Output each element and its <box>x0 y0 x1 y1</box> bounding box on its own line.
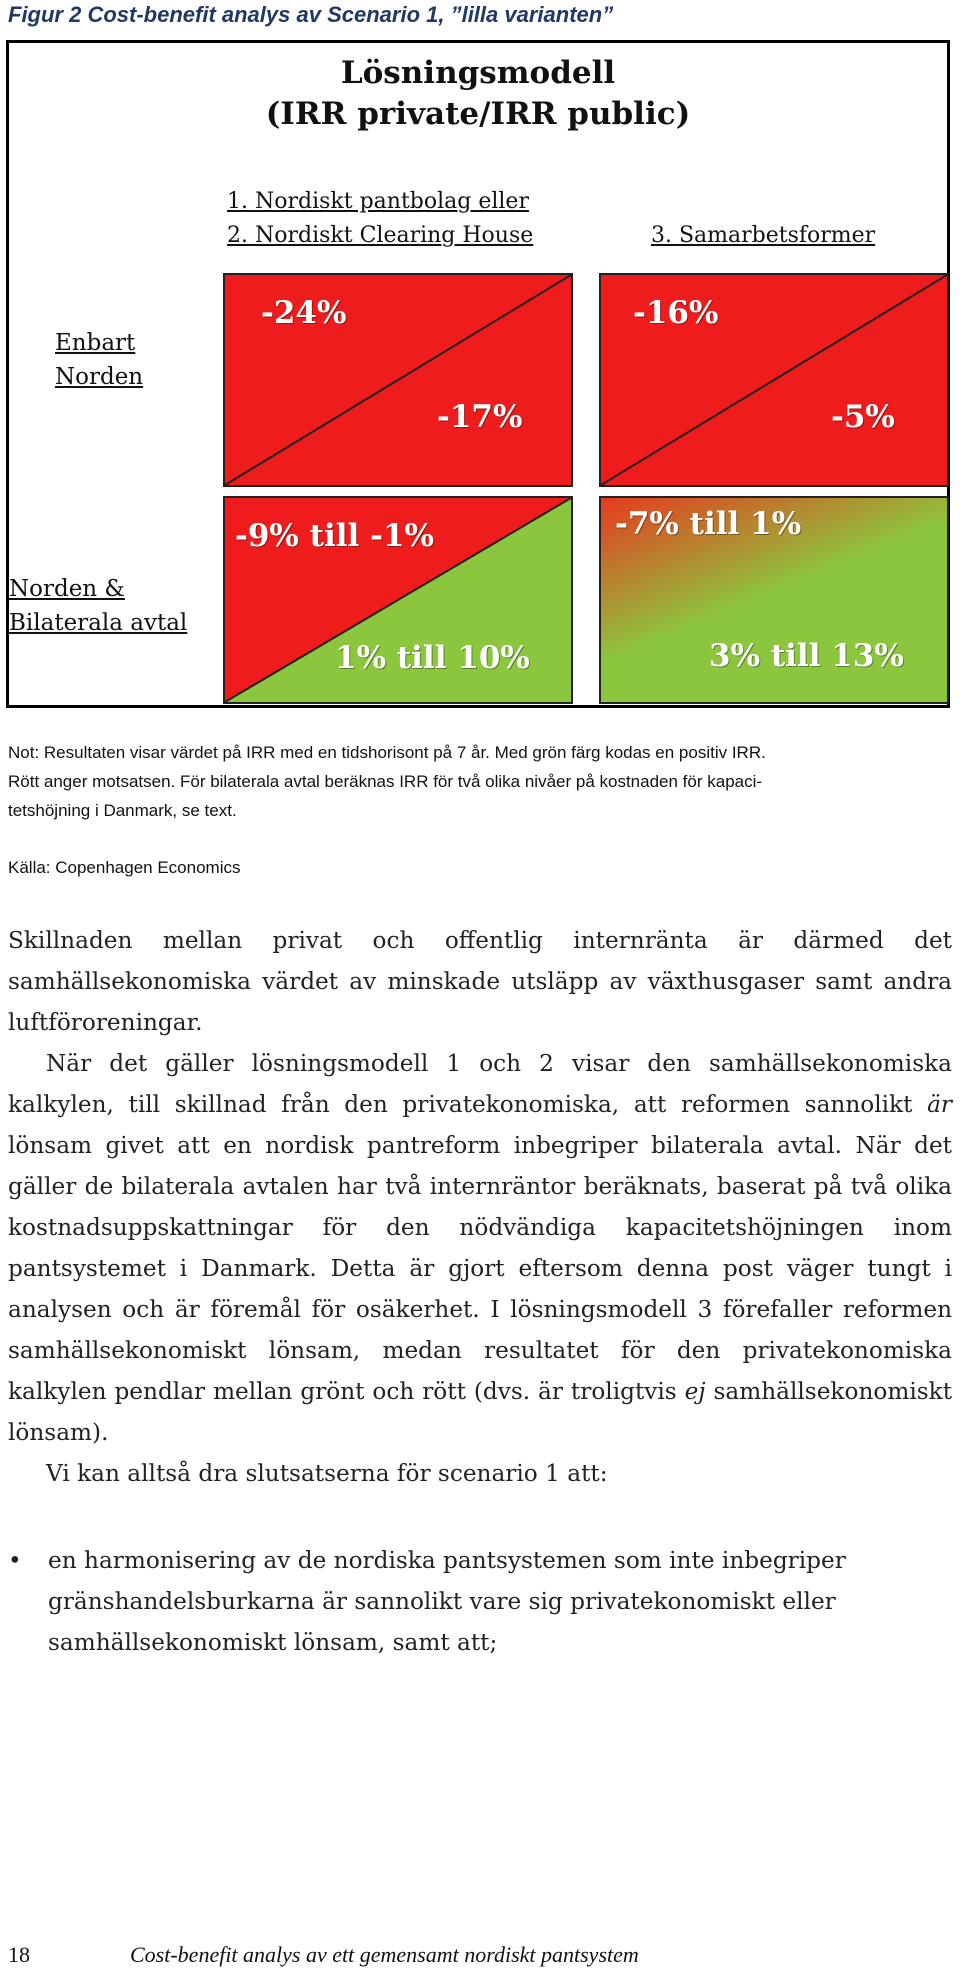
page-number: 18 <box>8 1942 30 1967</box>
paragraph-2 <box>8 1043 952 1453</box>
body-text <box>8 920 952 1494</box>
figure-note-line1: Not: Resultaten visar värdet på IRR med en tidshorisont på 7 år. Med grön färg kodas en positiv IRR. <box>8 743 766 762</box>
cell-upper-value: -7% till 1% <box>615 506 802 542</box>
figure-title: Lösningsmodell <box>340 55 616 91</box>
bullet-text: en harmonisering av de nordiska pantsystemen som inte inbegriper gränshandelsburkarna är sannolikt vare sig privatekonomiskt eller samhällsekonomiskt lönsam, samt att; <box>48 1547 846 1656</box>
cell-lower-value: 1% till 10% <box>335 640 530 676</box>
cell-upper-value: -24% <box>261 295 347 331</box>
cell-lower-value: 3% till 13% <box>709 638 904 674</box>
cell-bilateral-model-3 <box>599 496 949 704</box>
row-heading-2 <box>9 572 187 640</box>
paragraph-2-emphasis: är <box>927 1091 952 1118</box>
column-heading-1-line1: 1. Nordiskt pantbolag eller <box>227 189 529 214</box>
cell-bilateral-models-1-2 <box>223 496 573 704</box>
row-heading-1-line1: Enbart <box>55 330 136 356</box>
cell-lower-value: -5% <box>831 399 895 435</box>
column-heading-1 <box>227 185 533 253</box>
figure-frame <box>6 40 950 708</box>
figure-note-line2: Rött anger motsatsen. För bilaterala avtal beräknas IRR för två olika nivåer på kostnaden för kapaci- <box>8 772 763 791</box>
cell-nordic-models-1-2 <box>223 273 573 487</box>
figure-note <box>8 738 766 825</box>
bullet-icon: • <box>8 1547 22 1574</box>
paragraph-1: Skillnaden mellan privat och offentlig internränta är därmed det samhällsekonomiska värdet av minskade utsläpp av växthusgaser samt andra luftföroreningar. <box>8 927 952 1036</box>
cell-nordic-model-3 <box>599 273 949 487</box>
column-heading-1-line2: 2. Nordiskt Clearing House <box>227 223 534 248</box>
paragraph-3: Vi kan alltså dra slutsatserna för scenario 1 att: <box>46 1460 608 1487</box>
cell-lower-value: -17% <box>437 399 523 435</box>
row-heading-1 <box>55 326 143 394</box>
row-heading-2-line2: Bilaterala avtal <box>9 610 188 636</box>
paragraph-2-part-a: När det gäller lösningsmodell 1 och 2 visar den samhällsekonomiska kalkylen, till skillnad från den privatekonomiska, att reformen sannolikt <box>8 1050 952 1118</box>
paragraph-2-part-b: lönsam givet att en nordisk pantreform inbegriper bilaterala avtal. När det gäller de bilaterala avtalen har två internräntor beräknats, baserat på två olika kostnadsuppskattningar för den nödvändiga kapacitetshöjningen inom pantsystemet i Danmark. Detta är gjort eftersom denna post väger tungt i analysen och är föremål för osäkerhet. I lösningsmodell 3 förefaller reformen samhällsekonomiskt lönsam, medan resultatet för den privatekonomiska kalkylen pendlar mellan grönt och rött (dvs. är troligtvis <box>8 1132 952 1405</box>
figure-subtitle: (IRR private/IRR public) <box>265 96 691 132</box>
paragraph-2-part-c: samhällsekonomiskt lönsam). <box>8 1378 953 1446</box>
cell-upper-value: -9% till -1% <box>235 518 435 554</box>
paragraph-2-emphasis-2: ej <box>684 1378 706 1405</box>
cell-upper-value: -16% <box>633 295 719 331</box>
figure-note-line3: tetshöjning i Danmark, se text. <box>8 801 237 820</box>
figure-source: Källa: Copenhagen Economics <box>8 858 241 877</box>
bullet-list-item <box>8 1540 952 1663</box>
figure-caption: Figur 2 Cost-benefit analys av Scenario 1, ”lilla varianten” <box>8 2 614 27</box>
footer-title: Cost-benefit analys av ett gemensamt nordiskt pantsystem <box>130 1942 639 1967</box>
row-heading-2-line1: Norden & <box>9 576 125 602</box>
column-heading-2: 3. Samarbetsformer <box>651 223 876 248</box>
row-heading-1-line2: Norden <box>55 364 144 390</box>
